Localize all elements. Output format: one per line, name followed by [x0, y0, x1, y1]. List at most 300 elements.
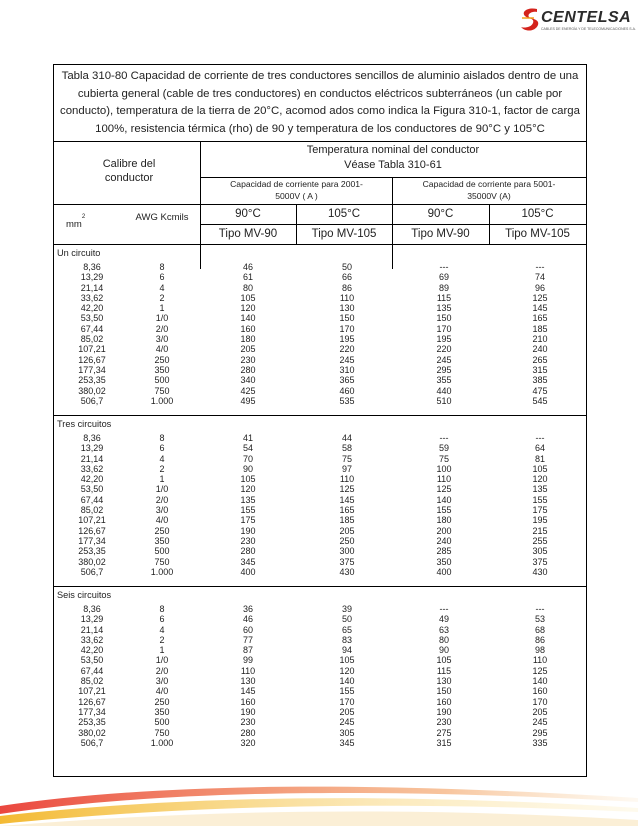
table-cell: 85,02: [80, 505, 104, 516]
table-cell: 13,29: [80, 272, 104, 283]
table-cell: 280: [240, 364, 256, 375]
table-cell: 96: [534, 282, 545, 293]
table-cell: 185: [532, 323, 548, 334]
table-cell: 280: [240, 727, 256, 738]
table-cell: 4/0: [155, 344, 169, 355]
mv90-b-column: [414, 262, 474, 406]
table-cell: 1.000: [150, 566, 174, 577]
mm-exponent: 2: [81, 214, 86, 220]
table-cell: 80: [242, 282, 253, 293]
table-cell: 83: [341, 634, 352, 645]
table-cell: 42,20: [80, 474, 104, 485]
table-cell: 13,29: [80, 443, 104, 454]
table-cell: 49: [438, 614, 449, 625]
table-cell: 68: [534, 624, 545, 635]
logo-brand: CENTELSA: [541, 9, 632, 26]
table-cell: 50: [341, 262, 352, 272]
table-cell: 1/0: [155, 313, 169, 324]
temp-90-b: 90°C: [427, 208, 454, 220]
table-cell: 105: [240, 292, 256, 303]
table-cell: 81: [534, 453, 545, 464]
table-cell: 250: [339, 535, 355, 546]
section-title: Tres circuitos: [57, 419, 112, 429]
table-cell: 380,02: [78, 556, 106, 567]
table-cell: 170: [339, 323, 355, 334]
table-cell: 440: [436, 385, 452, 396]
mm2-header: [66, 214, 86, 230]
table-cell: 500: [154, 375, 170, 386]
table-cell: 1: [159, 645, 165, 656]
table-cell: 1/0: [155, 655, 169, 666]
table-cell: 110: [339, 292, 355, 303]
temp-105-a: 105°C: [327, 208, 361, 220]
table-cell: 90: [438, 645, 449, 656]
mv105-a-column: [317, 433, 377, 577]
table-cell: 155: [240, 505, 256, 516]
table-cell: 295: [436, 364, 452, 375]
table-cell: ---: [535, 262, 545, 272]
table-cell: 67,44: [80, 323, 104, 334]
table-cell: 120: [240, 484, 256, 495]
table-cell: 230: [240, 535, 256, 546]
temp-ref: Véase Tabla 310-61: [344, 159, 442, 171]
table-cell: 120: [240, 303, 256, 314]
table-cell: 253,35: [78, 717, 106, 728]
table-cell: 170: [532, 696, 548, 707]
table-cell: 63: [438, 624, 449, 635]
table-cell: 425: [240, 385, 256, 396]
table-cell: 230: [240, 717, 256, 728]
table-cell: 60: [242, 624, 253, 635]
table-cell: 6: [159, 272, 165, 283]
divider: [54, 244, 586, 245]
tipo-mv90-b: Tipo MV-90: [411, 228, 470, 240]
table-cell: ---: [439, 262, 449, 272]
table-cell: 155: [532, 494, 548, 505]
table-cell: 230: [436, 717, 452, 728]
section-title: Un circuito: [57, 248, 101, 258]
table-cell: 46: [242, 614, 253, 625]
table-cell: 400: [240, 566, 256, 577]
table-cell: 61: [242, 272, 253, 283]
table-cell: 33,62: [80, 292, 104, 303]
table-cell: 33,62: [80, 634, 104, 645]
table-cell: 100: [436, 463, 452, 474]
table-cell: 305: [532, 546, 548, 557]
table-cell: 160: [436, 696, 452, 707]
table-cell: 195: [532, 515, 548, 526]
mv90-a-column: [218, 604, 278, 748]
table-cell: 85,02: [80, 676, 104, 687]
table-cell: 155: [339, 686, 355, 697]
table-cell: 205: [532, 706, 548, 717]
table-cell: 2: [159, 292, 165, 303]
table-cell: 145: [532, 303, 548, 314]
table-cell: 320: [240, 737, 256, 748]
table-cell: 205: [339, 525, 355, 536]
table-cell: 195: [436, 334, 452, 345]
table-cell: 110: [436, 474, 452, 485]
table-cell: 135: [240, 494, 256, 505]
table-cell: 190: [240, 525, 256, 536]
table-cell: 3/0: [155, 505, 169, 516]
table-cell: 3/0: [155, 334, 169, 345]
table-cell: 280: [240, 546, 256, 557]
mv105-b-column: [510, 433, 570, 577]
table-cell: 140: [436, 494, 452, 505]
table-cell: 460: [339, 385, 355, 396]
ampacity-table: [53, 64, 587, 777]
table-cell: 6: [159, 443, 165, 454]
table-cell: 253,35: [78, 546, 106, 557]
table-cell: 130: [339, 303, 355, 314]
table-cell: 86: [341, 282, 352, 293]
table-cell: 265: [532, 354, 548, 365]
mv90-b-column: [414, 433, 474, 577]
table-cell: 350: [154, 364, 170, 375]
table-cell: 125: [532, 665, 548, 676]
table-cell: 4: [159, 453, 165, 464]
table-cell: 120: [532, 474, 548, 485]
table-cell: 245: [436, 354, 452, 365]
table-cell: 1.000: [150, 395, 174, 406]
table-cell: 275: [436, 727, 452, 738]
table-cell: 375: [532, 556, 548, 567]
table-cell: 140: [240, 313, 256, 324]
table-cell: 110: [240, 665, 256, 676]
table-cell: 250: [154, 525, 170, 536]
table-cell: 125: [532, 292, 548, 303]
table-cell: 42,20: [80, 645, 104, 656]
table-cell: 86: [534, 634, 545, 645]
table-cell: 107,21: [78, 686, 106, 697]
table-cell: 160: [532, 686, 548, 697]
table-cell: 66: [341, 272, 352, 283]
table-cell: 135: [436, 303, 452, 314]
tipo-mv105-a: Tipo MV-105: [311, 228, 377, 240]
table-cell: 385: [532, 375, 548, 386]
table-cell: 365: [339, 375, 355, 386]
table-cell: 67,44: [80, 665, 104, 676]
table-cell: 74: [534, 272, 545, 283]
table-cell: ---: [439, 604, 449, 614]
mv90-a-column: [218, 262, 278, 406]
table-cell: 506,7: [80, 395, 104, 406]
table-cell: 295: [532, 727, 548, 738]
table-cell: 315: [436, 737, 452, 748]
table-cell: 150: [436, 313, 452, 324]
table-caption: Tabla 310-80 Capacidad de corriente de tres conductores sencillos de aluminio aislados dentro de una cubierta general (cable de tres conductores) en conductos eléctricos subterráneos (un cable por conducto), temperatura de la tierra de 20°C, acomod ados como indica la Figura 310-1, factor de carga 100%, resistencia térmica (rho) de 90 y temperatura de los conductores de 90°C y 105°C: [60, 70, 580, 135]
mv105-a-column: [317, 604, 377, 748]
table-cell: 53,50: [80, 655, 104, 666]
table-cell: 4/0: [155, 686, 169, 697]
table-cell: 300: [339, 546, 355, 557]
calibre-header: Calibre del conductor: [102, 158, 156, 184]
table-cell: 285: [436, 546, 452, 557]
table-cell: 58: [341, 443, 352, 454]
table-cell: 59: [438, 443, 449, 454]
table-cell: 350: [154, 535, 170, 546]
table-cell: 97: [341, 463, 352, 474]
table-cell: ---: [439, 433, 449, 443]
table-cell: 750: [154, 556, 170, 567]
table-cell: 41: [242, 433, 253, 443]
table-cell: 85,02: [80, 334, 104, 345]
table-cell: 165: [532, 313, 548, 324]
table-cell: 335: [532, 737, 548, 748]
table-cell: 205: [339, 706, 355, 717]
table-cell: 53,50: [80, 313, 104, 324]
table-cell: 140: [532, 676, 548, 687]
table-cell: 8: [159, 262, 165, 272]
table-cell: 245: [339, 354, 355, 365]
table-cell: 8: [159, 433, 165, 443]
temp-105-b: 105°C: [521, 208, 554, 220]
table-cell: 500: [154, 546, 170, 557]
table-cell: 120: [339, 665, 355, 676]
table-cell: 150: [436, 686, 452, 697]
mv105-b-column: [510, 604, 570, 748]
table-cell: 430: [532, 566, 548, 577]
table-cell: 140: [339, 676, 355, 687]
table-cell: 195: [339, 334, 355, 345]
cap-range-b: Capacidad de corriente para 5001-35000V (A): [422, 179, 556, 201]
table-cell: 210: [532, 334, 548, 345]
table-cell: 185: [339, 515, 355, 526]
table-cell: 345: [339, 737, 355, 748]
table-cell: 2: [159, 463, 165, 474]
table-cell: 177,34: [78, 535, 106, 546]
tipo-mv90-a: Tipo MV-90: [218, 228, 278, 240]
divider: [200, 177, 586, 178]
table-cell: 165: [339, 505, 355, 516]
table-cell: 355: [436, 375, 452, 386]
table-cell: 200: [436, 525, 452, 536]
table-cell: 400: [436, 566, 452, 577]
table-cell: 126,67: [78, 354, 106, 365]
table-cell: 2/0: [155, 323, 169, 334]
table-cell: 53,50: [80, 484, 104, 495]
mv90-a-column: [218, 433, 278, 577]
table-cell: 4: [159, 282, 165, 293]
table-cell: 126,67: [78, 525, 106, 536]
divider: [54, 204, 586, 205]
awg-column: [132, 262, 192, 406]
table-cell: 126,67: [78, 696, 106, 707]
table-cell: 145: [339, 494, 355, 505]
awg-column: [132, 433, 192, 577]
table-cell: 67,44: [80, 494, 104, 505]
table-cell: 4: [159, 624, 165, 635]
centelsa-swoosh-icon: [519, 6, 541, 34]
table-cell: 155: [436, 505, 452, 516]
table-cell: 380,02: [78, 385, 106, 396]
table-cell: 750: [154, 385, 170, 396]
cap-range-a: Capacidad de corriente para 2001-5000V ( A ): [230, 179, 363, 201]
table-cell: 80: [438, 634, 449, 645]
mv105-a-column: [317, 262, 377, 406]
table-cell: 253,35: [78, 375, 106, 386]
table-cell: 36: [242, 604, 253, 614]
table-cell: 350: [436, 556, 452, 567]
table-cell: 8,36: [83, 433, 101, 443]
table-cell: 220: [339, 344, 355, 355]
table-cell: 65: [341, 624, 352, 635]
table-cell: 1.000: [150, 737, 174, 748]
table-cell: 535: [339, 395, 355, 406]
table-cell: 13,29: [80, 614, 104, 625]
table-cell: 2/0: [155, 665, 169, 676]
table-cell: 1: [159, 474, 165, 485]
table-cell: 205: [240, 344, 256, 355]
table-cell: 39: [341, 604, 352, 614]
awg-header: AWG Kcmils: [135, 212, 189, 223]
table-cell: 42,20: [80, 303, 104, 314]
table-cell: 2/0: [155, 494, 169, 505]
table-cell: 125: [339, 484, 355, 495]
table-cell: 180: [240, 334, 256, 345]
table-cell: 98: [534, 645, 545, 656]
table-cell: 180: [436, 515, 452, 526]
table-cell: 245: [532, 717, 548, 728]
table-cell: 2: [159, 634, 165, 645]
table-cell: 54: [242, 443, 253, 454]
table-cell: 64: [534, 443, 545, 454]
table-cell: 250: [154, 696, 170, 707]
table-cell: 8: [159, 604, 165, 614]
table-cell: 44: [341, 433, 352, 443]
table-cell: 135: [532, 484, 548, 495]
tipo-mv105-b: Tipo MV-105: [505, 228, 570, 240]
table-cell: 115: [436, 292, 452, 303]
table-cell: 8,36: [83, 604, 101, 614]
table-cell: 94: [341, 645, 352, 656]
table-cell: 105: [436, 655, 452, 666]
table-cell: 475: [532, 385, 548, 396]
table-cell: 105: [240, 474, 256, 485]
table-cell: 75: [438, 453, 449, 464]
table-cell: 145: [240, 686, 256, 697]
table-cell: 240: [436, 535, 452, 546]
table-cell: 107,21: [78, 344, 106, 355]
table-cell: 130: [240, 676, 256, 687]
mm-unit: mm: [66, 219, 82, 230]
table-cell: 177,34: [78, 706, 106, 717]
temp-header: Temperatura nominal del conductor: [306, 144, 480, 156]
mm-column: [62, 433, 122, 577]
awg-column: [132, 604, 192, 748]
table-cell: 506,7: [80, 737, 104, 748]
table-cell: 255: [532, 535, 548, 546]
table-cell: 130: [436, 676, 452, 687]
table-cell: 495: [240, 395, 256, 406]
mm-column: [62, 262, 122, 406]
table-cell: 190: [240, 706, 256, 717]
table-cell: 105: [532, 463, 548, 474]
divider: [392, 177, 393, 269]
table-cell: 310: [339, 364, 355, 375]
table-cell: 160: [240, 696, 256, 707]
table-cell: 89: [438, 282, 449, 293]
temp-90-a: 90°C: [235, 208, 261, 220]
table-cell: 305: [339, 727, 355, 738]
table-cell: 175: [240, 515, 256, 526]
table-cell: 75: [341, 453, 352, 464]
divider: [54, 586, 586, 587]
table-cell: 220: [436, 344, 452, 355]
table-cell: 215: [532, 525, 548, 536]
table-cell: 21,14: [80, 624, 104, 635]
table-cell: 8,36: [83, 262, 101, 272]
table-cell: 150: [339, 313, 355, 324]
table-cell: 375: [339, 556, 355, 567]
table-cell: 250: [154, 354, 170, 365]
table-cell: 107,21: [78, 515, 106, 526]
table-cell: 99: [242, 655, 253, 666]
table-cell: 245: [339, 717, 355, 728]
divider: [54, 141, 586, 142]
divider: [54, 415, 586, 416]
table-cell: 77: [242, 634, 253, 645]
table-cell: 545: [532, 395, 548, 406]
table-cell: 115: [436, 665, 452, 676]
table-cell: 315: [532, 364, 548, 375]
table-cell: 87: [242, 645, 253, 656]
table-cell: 4/0: [155, 515, 169, 526]
table-cell: 506,7: [80, 566, 104, 577]
logo-tagline: CABLES DE ENERGÍA Y DE TELECOMUNICACIONES S.A.: [541, 27, 636, 31]
table-cell: 230: [240, 354, 256, 365]
table-cell: 190: [436, 706, 452, 717]
section-title: Seis circuitos: [57, 590, 112, 600]
table-cell: 50: [341, 614, 352, 625]
table-cell: 90: [242, 463, 253, 474]
table-cell: 3/0: [155, 676, 169, 687]
footer-swoosh: [0, 776, 638, 826]
table-cell: 240: [532, 344, 548, 355]
table-cell: 175: [532, 505, 548, 516]
divider: [200, 224, 586, 225]
table-cell: ---: [535, 604, 545, 614]
table-cell: ---: [535, 433, 545, 443]
table-cell: 70: [242, 453, 253, 464]
table-cell: 110: [339, 474, 355, 485]
table-cell: 350: [154, 706, 170, 717]
table-cell: 110: [532, 655, 548, 666]
table-cell: 170: [339, 696, 355, 707]
table-cell: 750: [154, 727, 170, 738]
mv90-b-column: [414, 604, 474, 748]
mv105-b-column: [510, 262, 570, 406]
table-cell: 177,34: [78, 364, 106, 375]
table-cell: 510: [436, 395, 452, 406]
table-cell: 6: [159, 614, 165, 625]
mm-column: [62, 604, 122, 748]
table-cell: 53: [534, 614, 545, 625]
table-cell: 125: [436, 484, 452, 495]
table-cell: 170: [436, 323, 452, 334]
table-cell: 69: [438, 272, 449, 283]
table-cell: 21,14: [80, 453, 104, 464]
table-cell: 1/0: [155, 484, 169, 495]
centelsa-logo: [519, 6, 636, 36]
table-cell: 105: [339, 655, 355, 666]
table-cell: 345: [240, 556, 256, 567]
table-cell: 46: [242, 262, 253, 272]
table-cell: 380,02: [78, 727, 106, 738]
table-cell: 160: [240, 323, 256, 334]
table-cell: 33,62: [80, 463, 104, 474]
